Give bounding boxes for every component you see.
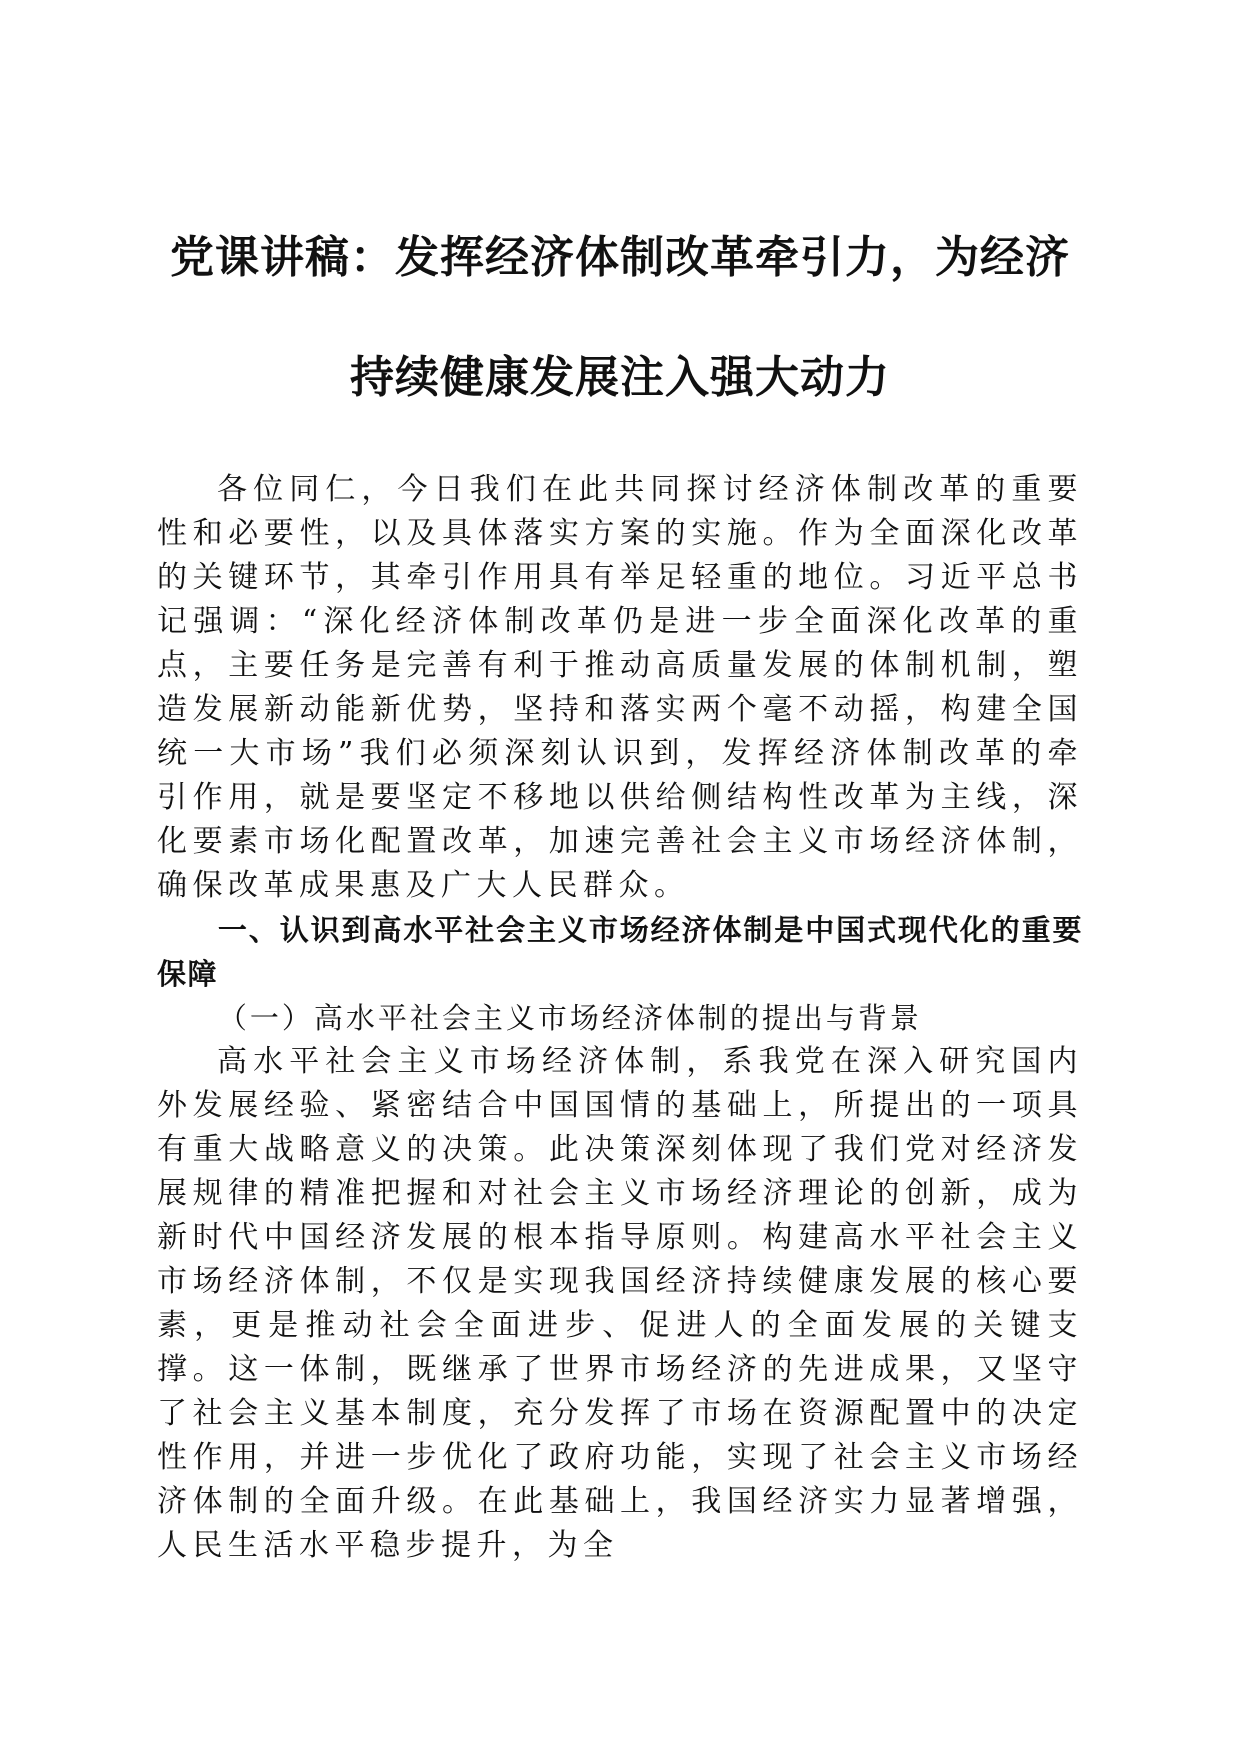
section-heading-1: 一、认识到高水平社会主义市场经济体制是中国式现代化的重要保障 (157, 913, 1083, 991)
subsection-heading-1: （一）高水平社会主义市场经济体制的提出与背景 (217, 1001, 922, 1035)
document-title-line-2: 持续健康发展注入强大动力 (350, 352, 890, 403)
document-title-line-1: 党课讲稿：发挥经济体制改革牵引力，为经济 (170, 232, 1070, 283)
document-body (157, 468, 1083, 1568)
subsection-1-paragraph: 高水平社会主义市场经济体制，系我党在深入研究国内外发展经验、紧密结合中国国情的基础上，所提出的一项具有重大战略意义的决策。此决策深刻体现了我们党对经济发展规律的精准把握和对社会主义市场经济理论的创新，成为新时代中国经济发展的根本指导原则。构建高水平社会主义市场经济体制，不仅是实现我国经济持续健康发展的核心要素，更是推动社会全面进步、促进人的全面发展的关键支撑。这一体制，既继承了世界市场经济的先进成果，又坚守了社会主义基本制度，充分发挥了市场在资源配置中的决定性作用，并进一步优化了政府功能，实现了社会主义市场经济体制的全面升级。在此基础上，我国经济实力显著增强，人民生活水平稳步提升，为全 (157, 1044, 1083, 1563)
intro-paragraph: 各位同仁，今日我们在此共同探讨经济体制改革的重要性和必要性，以及具体落实方案的实施。作为全面深化改革的关键环节，其牵引作用具有举足轻重的地位。习近平总书记强调：“深化经济体制改革仍是进一步全面深化改革的重点，主要任务是完善有利于推动高质量发展的体制机制，塑造发展新动能新优势，坚持和落实两个毫不动摇，构建全国统一大市场”我们必须深刻认识到，发挥经济体制改革的牵引作用，就是要坚定不移地以供给侧结构性改革为主线，深化要素市场化配置改革，加速完善社会主义市场经济体制，确保改革成果惠及广大人民群众。 (157, 472, 1083, 903)
